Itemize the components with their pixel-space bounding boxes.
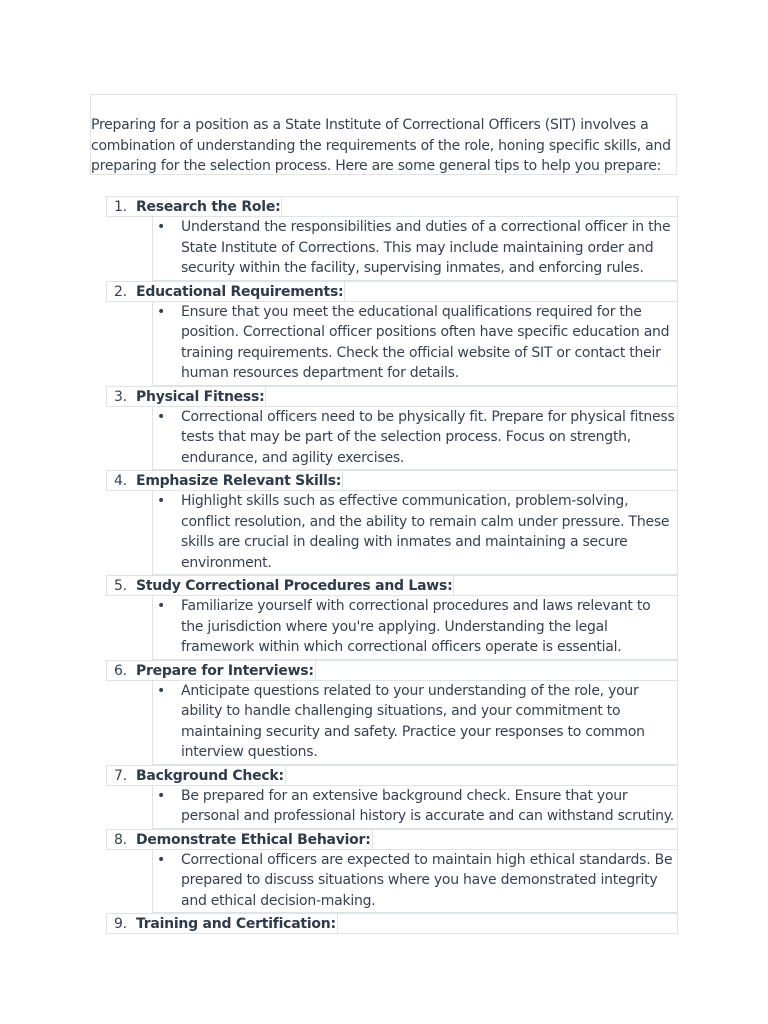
intro-box — [90, 94, 677, 175]
bullet-icon: • — [157, 682, 166, 699]
list-item-description: Familiarize yourself with correctional procedures and laws relevant to the jurisdiction where you're applying. Understanding the legal framework within which correctional officers operate is essential. — [181, 598, 651, 655]
list-item-body — [152, 786, 678, 829]
list-item-number: 6. — [114, 662, 127, 679]
list-item-description: Correctional officers need to be physically fit. Prepare for physical fitness tests that may be part of the selection process. Focus on strength, endurance, and agility exercises. — [181, 408, 675, 466]
list-item-number: 9. — [114, 916, 127, 932]
list-item-description: Highlight skills such as effective communication, problem-solving, conflict resolution, and the ability to remain calm under pressure. These skills are crucial in dealing with inmates and maintaining a secure environment. — [181, 493, 670, 571]
list-item-header — [106, 660, 678, 681]
list-item-title: Training and Certification: — [136, 916, 336, 932]
list-item — [106, 386, 678, 471]
bullet-icon: • — [157, 303, 166, 320]
bullet-icon: • — [157, 787, 166, 804]
list-item-description: Understand the responsibilities and duties of a correctional officer in the State Institute of Corrections. This may include maintaining order and security within the facility, supervising inmates, and enforcing rules. — [181, 219, 671, 276]
list-item-header — [106, 196, 678, 217]
list-item-title: Research the Role: — [136, 199, 281, 215]
list-item — [106, 575, 678, 660]
list-item-body — [152, 491, 678, 575]
bullet-icon: • — [157, 851, 166, 868]
list-item-header — [106, 386, 678, 407]
list-item-body — [152, 596, 678, 660]
list-item — [106, 829, 678, 914]
bullet-icon: • — [157, 408, 166, 425]
list-item-header — [106, 470, 678, 491]
list-item-body — [152, 681, 678, 765]
list-item-number: 1. — [114, 199, 127, 215]
list-item-body — [152, 302, 678, 386]
list-item-header — [106, 575, 678, 596]
list-item-title: Demonstrate Ethical Behavior: — [136, 831, 371, 848]
list-item-number: 2. — [114, 283, 127, 300]
list-item-description: Ensure that you meet the educational qualifications required for the position. Correctional officer positions often have specific education and training requirements. Check the official website of SIT or contact their human resources department for details. — [181, 303, 670, 381]
list-item-number: 5. — [114, 578, 127, 594]
list-item-description: Be prepared for an extensive background check. Ensure that your personal and professional history is accurate and can withstand scrutiny. — [181, 787, 674, 824]
list-item-title: Physical Fitness: — [136, 388, 265, 405]
list-item — [106, 281, 678, 386]
tips-list — [106, 196, 678, 934]
list-item — [106, 660, 678, 765]
list-item-title: Emphasize Relevant Skills: — [136, 473, 342, 489]
list-item-title: Background Check: — [136, 767, 284, 784]
list-item-header — [106, 913, 678, 934]
list-item-header — [106, 765, 678, 786]
list-item-title: Educational Requirements: — [136, 283, 344, 300]
list-item-body — [152, 217, 678, 281]
list-item — [106, 765, 678, 829]
bullet-icon: • — [157, 598, 166, 614]
bullet-icon: • — [157, 219, 166, 235]
list-item-number: 4. — [114, 473, 127, 489]
list-item-body — [152, 407, 678, 471]
list-item-number: 8. — [114, 831, 127, 848]
list-item-title: Study Correctional Procedures and Laws: — [136, 578, 453, 594]
list-item-description: Anticipate questions related to your understanding of the role, your ability to handle challenging situations, and your commitment to maintaining security and safety. Practice your responses to common interview questions. — [181, 682, 645, 760]
list-item — [106, 913, 678, 934]
list-item-number: 7. — [114, 767, 127, 784]
intro-paragraph: Preparing for a position as a State Institute of Correctional Officers (SIT) involves a combination of understanding the requirements of the role, honing specific skills, and preparing for the selection process. Here are some general tips to help you prepare: — [91, 117, 671, 174]
list-item — [106, 196, 678, 281]
list-item-description: Correctional officers are expected to maintain high ethical standards. Be prepared to discuss situations where you have demonstrated integrity and ethical decision-making. — [181, 851, 673, 909]
list-item — [106, 470, 678, 575]
list-item-header — [106, 281, 678, 302]
list-item-number: 3. — [114, 388, 127, 405]
bullet-icon: • — [157, 493, 166, 509]
list-item-body — [152, 850, 678, 914]
list-item-header — [106, 829, 678, 850]
list-item-title: Prepare for Interviews: — [136, 662, 314, 679]
